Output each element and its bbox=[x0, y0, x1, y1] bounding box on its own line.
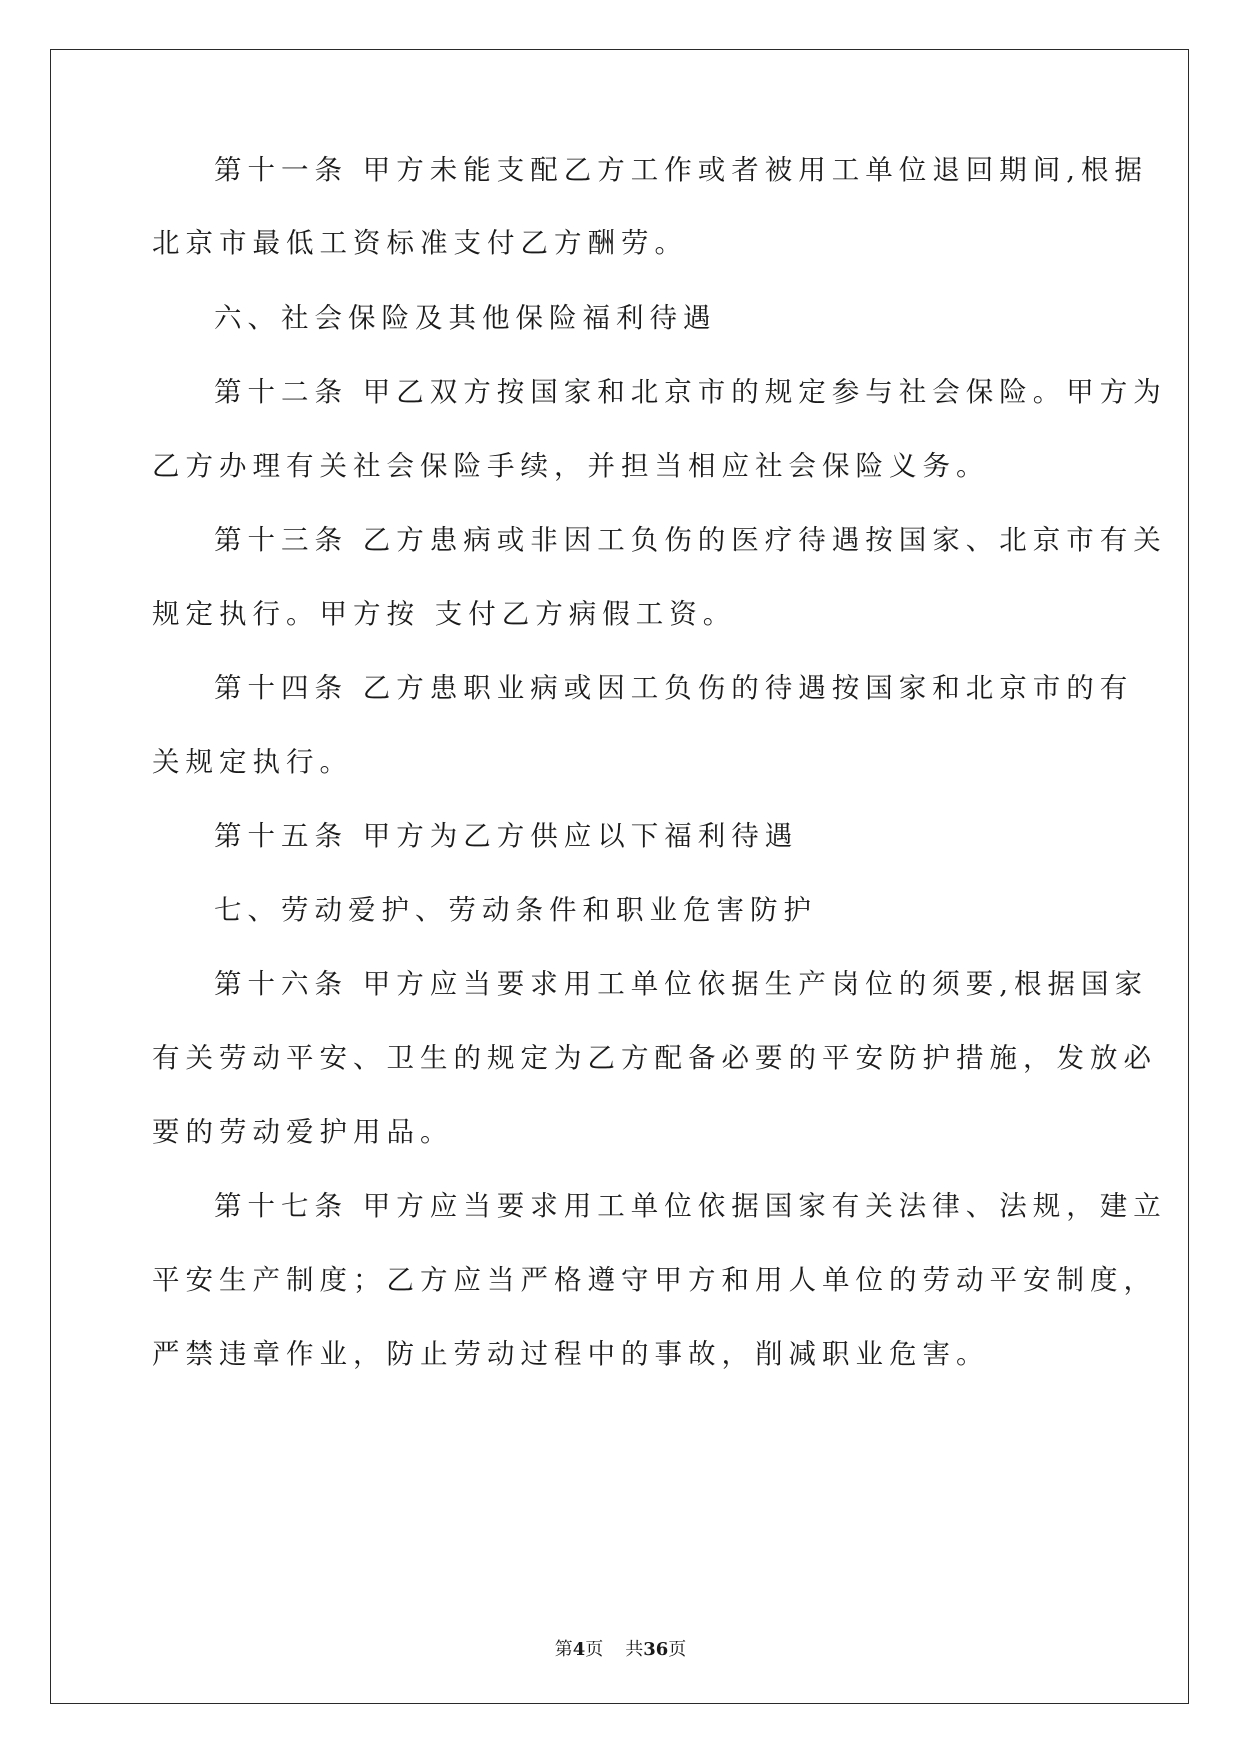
paragraph-line: 平安生产制度；乙方应当严格遵守甲方和用人单位的劳动平安制度， bbox=[152, 1264, 1157, 1296]
paragraph-line: 第十五条 甲方为乙方供应以下福利待遇 bbox=[214, 820, 799, 852]
section-heading: 六、社会保险及其他保险福利待遇 bbox=[214, 302, 717, 334]
paragraph-line: 第十二条 甲乙双方按国家和北京市的规定参与社会保险。甲方为 bbox=[214, 376, 1167, 408]
paragraph-line: 第十四条 乙方患职业病或因工负伤的待遇按国家和北京市的有 bbox=[214, 672, 1134, 704]
paragraph-line: 第十六条 甲方应当要求用工单位依据生产岗位的须要,根据国家 bbox=[214, 968, 1148, 1000]
section-heading: 七、劳动爱护、劳动条件和职业危害防护 bbox=[214, 894, 817, 926]
paragraph-line: 规定执行。甲方按 支付乙方病假工资。 bbox=[152, 598, 737, 630]
footer-prefix: 第 bbox=[554, 1639, 573, 1660]
paragraph-line: 乙方办理有关社会保险手续，并担当相应社会保险义务。 bbox=[152, 450, 990, 482]
footer-page-suffix: 页 bbox=[585, 1639, 604, 1660]
footer-total-prefix: 共 bbox=[625, 1639, 644, 1660]
footer-total-suffix: 页 bbox=[668, 1639, 687, 1660]
paragraph-line: 关规定执行。 bbox=[152, 746, 353, 778]
paragraph-line: 严禁违章作业，防止劳动过程中的事故，削减职业危害。 bbox=[152, 1338, 990, 1370]
paragraph-line: 第十三条 乙方患病或非因工负伤的医疗待遇按国家、北京市有关 bbox=[214, 524, 1167, 556]
paragraph-line: 第十一条 甲方未能支配乙方工作或者被用工单位退回期间,根据 bbox=[214, 154, 1148, 186]
paragraph-line: 要的劳动爱护用品。 bbox=[152, 1116, 454, 1148]
paragraph-line: 北京市最低工资标准支付乙方酬劳。 bbox=[152, 227, 688, 259]
page-number-footer bbox=[0, 1638, 1241, 1662]
total-pages-number: 36 bbox=[643, 1639, 669, 1660]
paragraph-line: 第十七条 甲方应当要求用工单位依据国家有关法律、法规，建立 bbox=[214, 1190, 1167, 1222]
paragraph-line: 有关劳动平安、卫生的规定为乙方配备必要的平安防护措施，发放必 bbox=[152, 1042, 1157, 1074]
current-page-number: 4 bbox=[572, 1639, 586, 1660]
